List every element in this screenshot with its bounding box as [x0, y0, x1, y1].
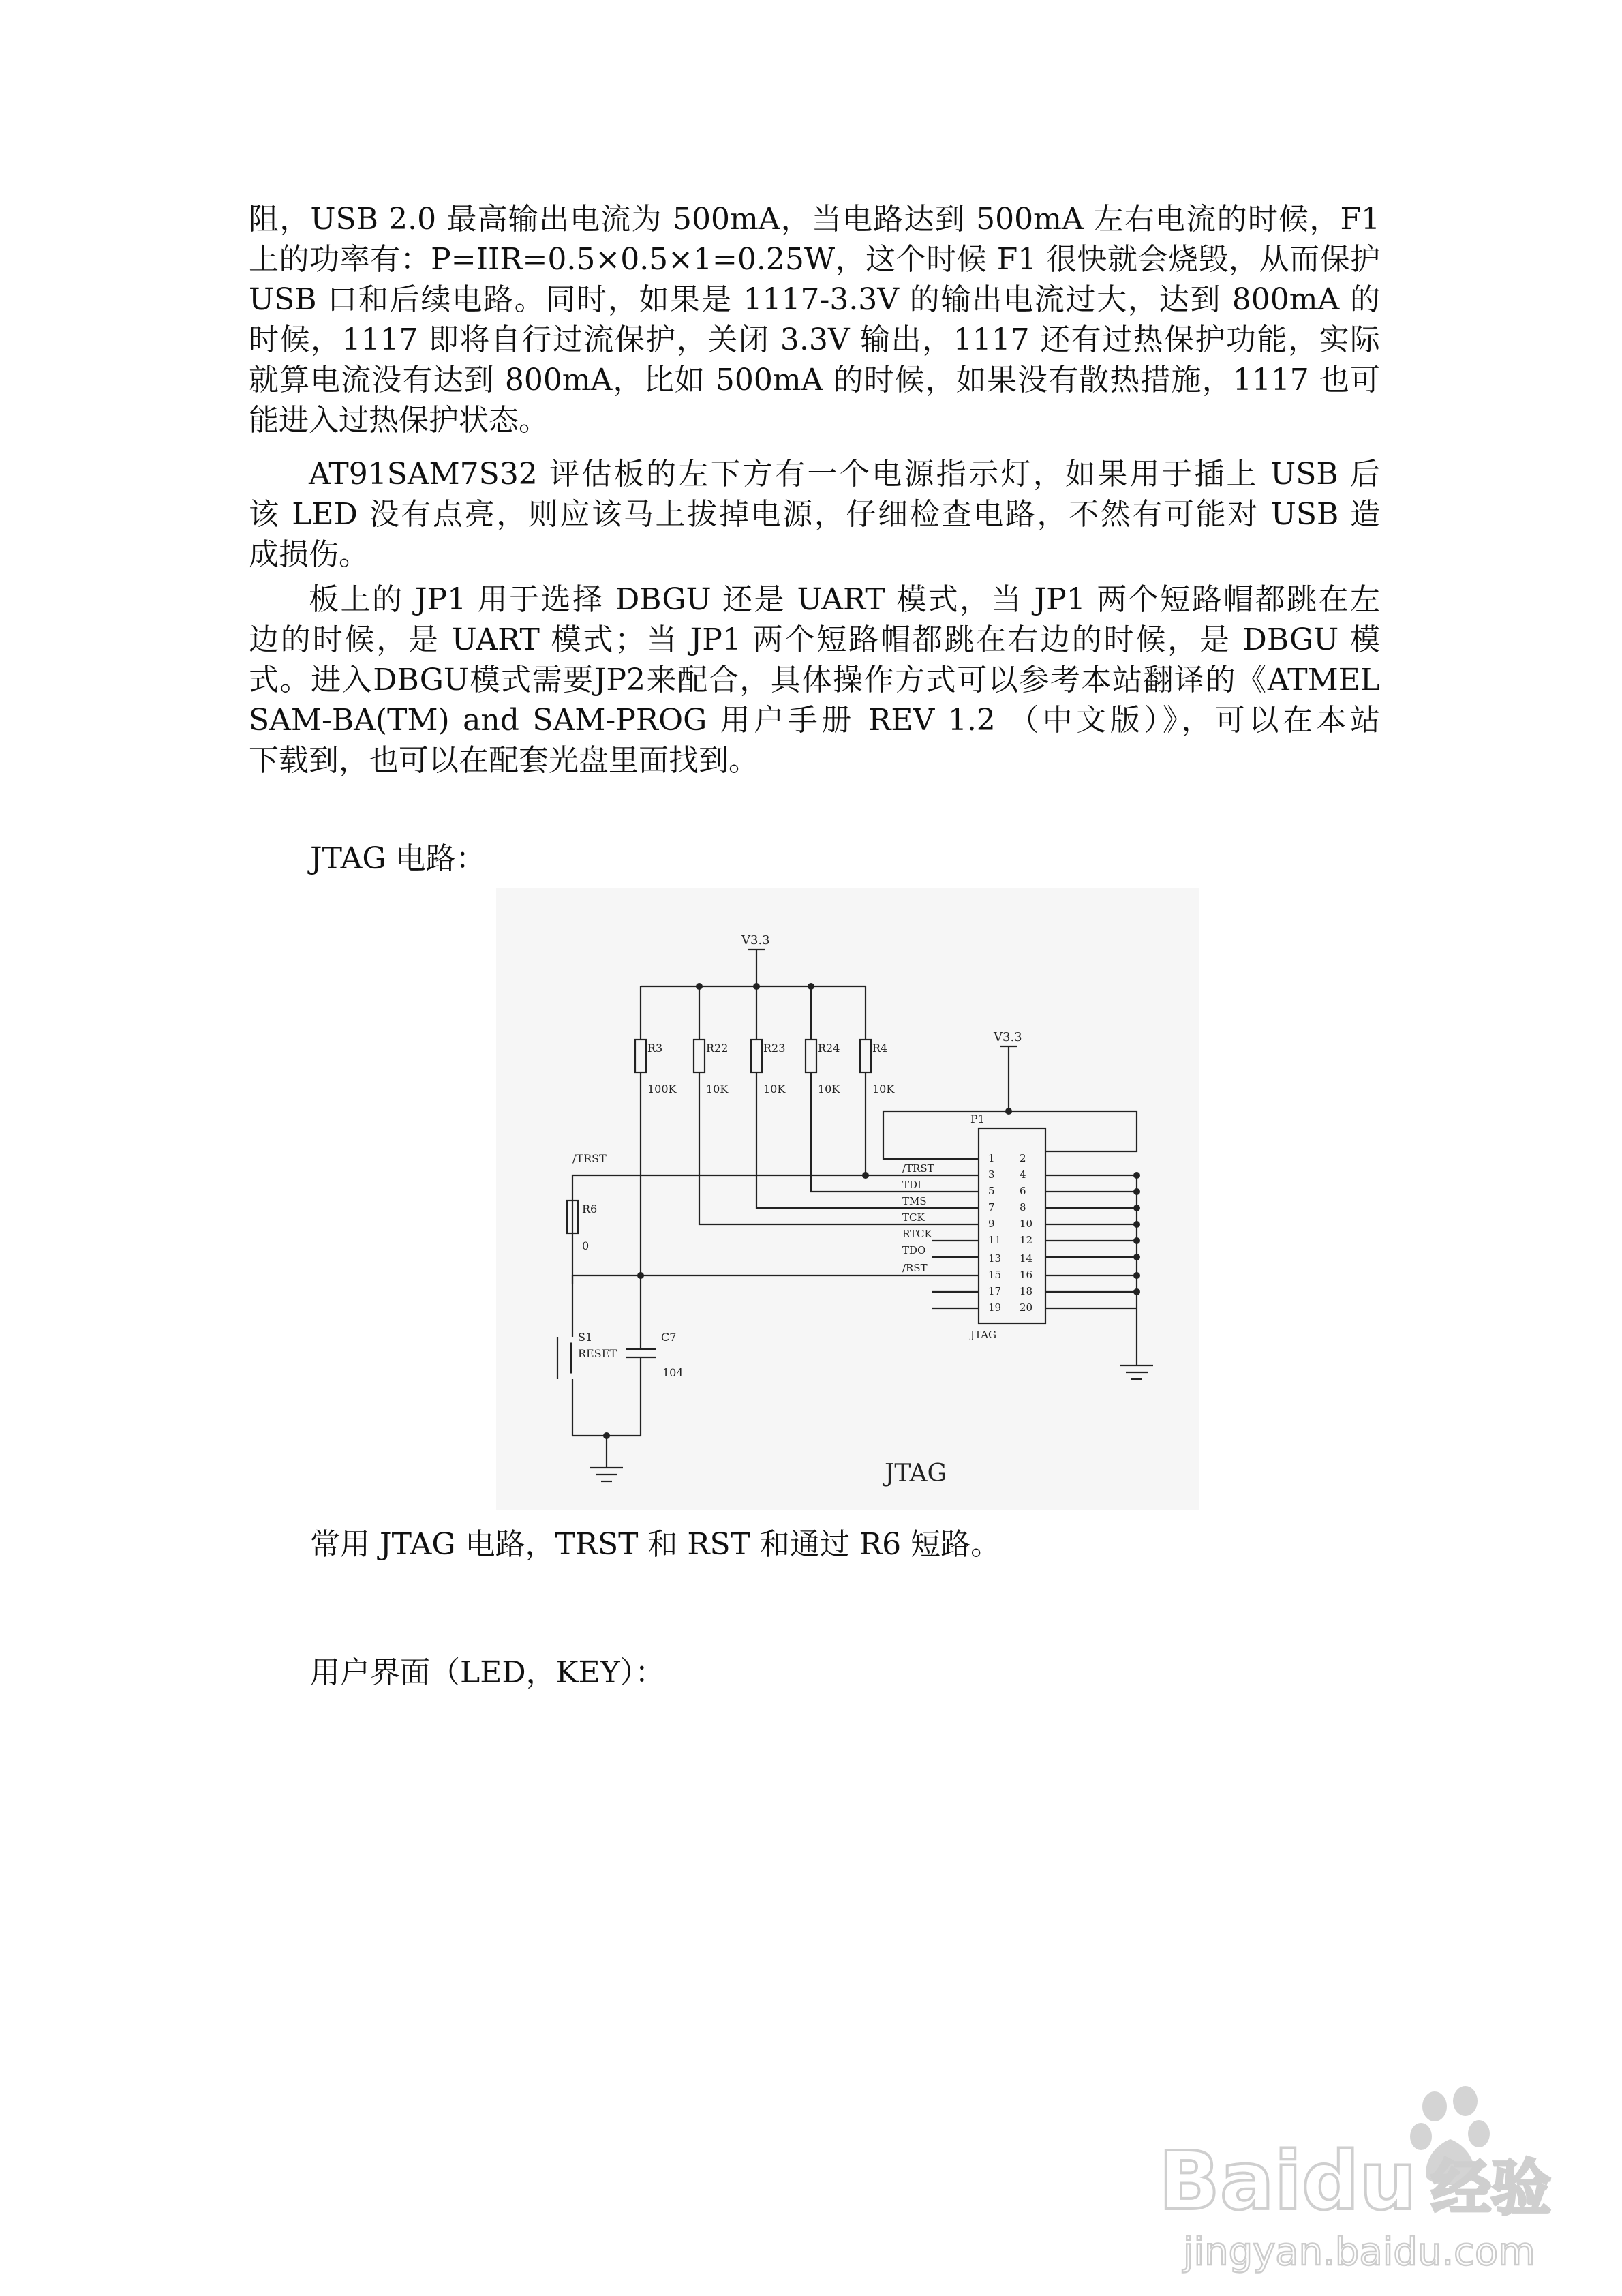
text-line: 板上的 JP1 用于选择 DBGU 还是 UART 模式，当 JP1 两个短路帽都跳在左	[309, 582, 1380, 617]
text-line: USB 口和后续电路。同时，如果是 1117-3.3V 的输出电流过大，达到 800mA 的	[249, 282, 1380, 317]
connector-pin-number: 7	[988, 1201, 995, 1213]
connector-pin-number: 19	[988, 1301, 1002, 1314]
watermark-brand: Baidu	[1159, 2134, 1417, 2228]
resistor-value: 100K	[647, 1083, 677, 1096]
paragraph-1	[249, 199, 1380, 440]
connector-pin-number: 12	[1020, 1234, 1033, 1246]
jtag-schematic-figure	[496, 888, 1199, 1510]
r6-value: 0	[582, 1239, 590, 1252]
resistor-ref: R24	[818, 1042, 840, 1055]
signal-label: /RST	[902, 1262, 928, 1274]
connector-pin-number: 8	[1020, 1201, 1026, 1213]
paragraph-3	[249, 579, 1380, 781]
text-line: 下载到，也可以在配套光盘里面找到。	[249, 743, 759, 778]
watermark-url: jingyan.baidu.com	[1183, 2230, 1535, 2274]
signal-label: TMS	[902, 1195, 927, 1207]
jtag-heading: JTAG 电路：	[310, 841, 486, 876]
connector-pin-number: 4	[1020, 1168, 1026, 1181]
connector-pin-number: 13	[988, 1252, 1002, 1265]
connector-name: JTAG	[970, 1329, 997, 1341]
resistor-value: 10K	[872, 1083, 895, 1096]
text-line: 时候，1117 即将自行过流保护，关闭 3.3V 输出，1117 还有过热保护功能，实际	[249, 322, 1380, 357]
r6-ref: R6	[582, 1203, 598, 1215]
resistor-ref: R22	[706, 1042, 729, 1055]
connector-pin-number: 2	[1020, 1152, 1026, 1164]
signal-label: RTCK	[902, 1228, 932, 1240]
watermark-label: 经验	[1431, 2153, 1552, 2223]
resistor-value: 10K	[763, 1083, 786, 1096]
text-line: 上的功率有：P=IIR=0.5×0.5×1=0.25W，这个时候 F1 很快就会烧毁，从而保护	[249, 242, 1380, 277]
connector-pin-number: 20	[1020, 1301, 1033, 1314]
jtag-schematic	[496, 888, 1199, 1510]
watermark	[1159, 2079, 1581, 2284]
connector-pin-number: 11	[988, 1234, 1002, 1246]
schematic-caption: JTAG	[885, 1460, 947, 1487]
connector-pin-number: 9	[988, 1218, 995, 1230]
cap-value: 104	[662, 1366, 684, 1379]
text-line: 就算电流没有达到 800mA，比如 500mA 的时候，如果没有散热措施，1117 也可	[249, 363, 1380, 397]
signal-label: /TRST	[902, 1162, 934, 1175]
baidu-paw-logo	[1159, 2079, 1581, 2284]
signal-label: TCK	[902, 1211, 925, 1224]
figure-caption: 常用 JTAG 电路，TRST 和 RST 和通过 R6 短路。	[310, 1527, 1001, 1562]
switch-ref: S1	[578, 1331, 593, 1344]
text-line: 式。进入DBGU模式需要JP2来配合，具体操作方式可以参考本站翻译的《ATMEL	[249, 663, 1380, 697]
connector-ref: P1	[970, 1113, 985, 1126]
connector-pin-number: 1	[988, 1152, 995, 1164]
signal-label: TDI	[902, 1179, 921, 1191]
connector-pin-number: 3	[988, 1168, 995, 1181]
pin-numbers	[988, 1152, 1032, 1314]
connector-pin-number: 16	[1020, 1269, 1033, 1281]
text-line: 该 LED 没有点亮，则应该马上拔掉电源，仔细检查电路，不然有可能对 USB 造	[249, 497, 1380, 532]
connector-pin-number: 5	[988, 1185, 995, 1197]
connector-pin-number: 17	[988, 1285, 1002, 1297]
text-line: SAM-BA(TM) and SAM-PROG 用户手册 REV 1.2 （中文版）》，可以在本站	[249, 703, 1380, 738]
text-line: 能进入过热保护状态。	[249, 403, 549, 438]
connector-pin-number: 14	[1020, 1252, 1033, 1265]
text-line: 成损伤。	[249, 537, 369, 572]
trst-net-label: /TRST	[572, 1152, 607, 1165]
resistor-ref: R23	[763, 1042, 786, 1055]
paragraph-2	[249, 454, 1380, 575]
cap-ref: C7	[661, 1331, 677, 1344]
connector-pin-number: 6	[1020, 1185, 1026, 1197]
switch-name: RESET	[578, 1347, 617, 1360]
resistor-value: 10K	[706, 1083, 729, 1096]
text-line: 边的时候，是 UART 模式；当 JP1 两个短路帽都跳在右边的时候，是 DBGU 模	[249, 622, 1380, 657]
resistor-ref: R4	[872, 1042, 888, 1055]
resistor-ref: R3	[647, 1042, 663, 1055]
supply-label: V3.3	[741, 933, 770, 948]
text-line: 阻，USB 2.0 最高输出电流为 500mA，当电路达到 500mA 左右电流的时候，F1	[249, 202, 1380, 237]
connector-supply-label: V3.3	[994, 1030, 1022, 1044]
connector-pin-number: 18	[1020, 1285, 1033, 1297]
signal-label: TDO	[902, 1244, 926, 1256]
connector-pin-number: 10	[1020, 1218, 1033, 1230]
ui-section-heading: 用户界面（LED，KEY）：	[310, 1655, 665, 1690]
connector-pin-number: 15	[988, 1269, 1002, 1281]
text-line: AT91SAM7S32 评估板的左下方有一个电源指示灯，如果用于插上 USB 后	[309, 457, 1380, 492]
resistor-value: 10K	[818, 1083, 840, 1096]
